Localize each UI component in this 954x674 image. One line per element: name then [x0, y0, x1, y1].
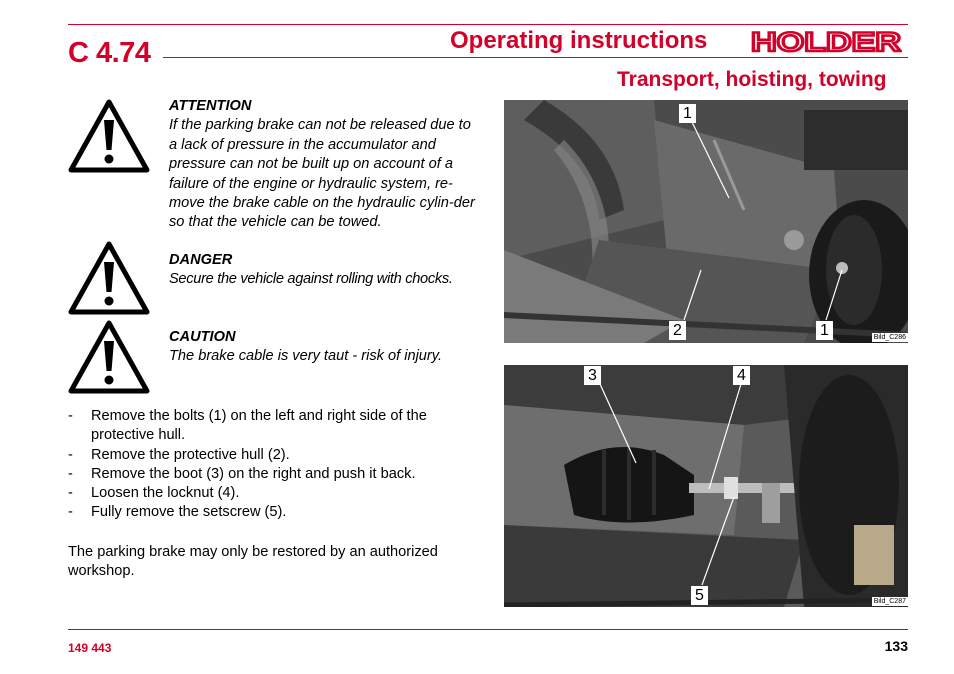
warning-triangle-icon [67, 98, 151, 174]
brake-hull-photo [504, 100, 908, 343]
footer-rule [68, 629, 908, 630]
danger-block [169, 251, 481, 290]
figure-credit: Bild_C286 [873, 334, 906, 341]
closing-note: The parking brake may only be restored by an authorized workshop. [68, 544, 438, 580]
list-item: - Fully remove the setscrew (5). [68, 503, 478, 522]
list-item: - Loosen the locknut (4). [68, 484, 478, 503]
attention-text: If the parking brake can not be released due to a lack of pressure in the accumulator and pressure can not be built up on account of a failure of the engine or hydraulic system, re-move the brake cable on the hydraulic cylin-der so that the vehicle can be towed. [169, 117, 475, 231]
callout-label: 5 [691, 586, 708, 605]
header-top-rule [68, 24, 908, 25]
section-code: C 4.74 [68, 37, 151, 69]
attention-heading: ATTENTION [169, 98, 252, 114]
list-item: - Remove the protective hull (2). [68, 446, 478, 465]
brake-cable-photo [504, 365, 908, 607]
list-item: - Remove the bolts (1) on the left and right side of the protective hull. [68, 407, 478, 446]
danger-heading: DANGER [169, 252, 233, 268]
callout-label: 4 [733, 366, 750, 385]
leader-lines [504, 100, 908, 343]
callout-label: 2 [669, 321, 686, 340]
attention-block [169, 97, 481, 233]
document-title: Operating instructions [450, 27, 708, 54]
figure-credit: Bild_C287 [873, 598, 906, 605]
document-number: 149 443 [68, 641, 112, 655]
callout-label: 3 [584, 366, 601, 385]
caution-text: The brake cable is very taut - risk of injury. [169, 348, 443, 365]
danger-text: Secure the vehicle against rolling with chocks. [169, 271, 453, 288]
warning-triangle-icon [67, 319, 151, 395]
section-title: Transport, hoisting, towing [617, 68, 887, 91]
header-mid-rule [163, 57, 908, 58]
leader-lines [504, 365, 908, 607]
caution-heading: CAUTION [169, 329, 236, 345]
list-item: - Remove the boot (3) on the right and push it back. [68, 465, 478, 484]
callout-label: 1 [816, 321, 833, 340]
page-number: 133 [884, 638, 908, 654]
caution-block [169, 328, 481, 367]
procedure-steps [68, 407, 478, 523]
callout-label: 1 [679, 104, 696, 123]
warning-triangle-icon [67, 240, 151, 316]
holder-logo-text: HOLDER [751, 29, 901, 55]
holder-logo [750, 29, 902, 55]
